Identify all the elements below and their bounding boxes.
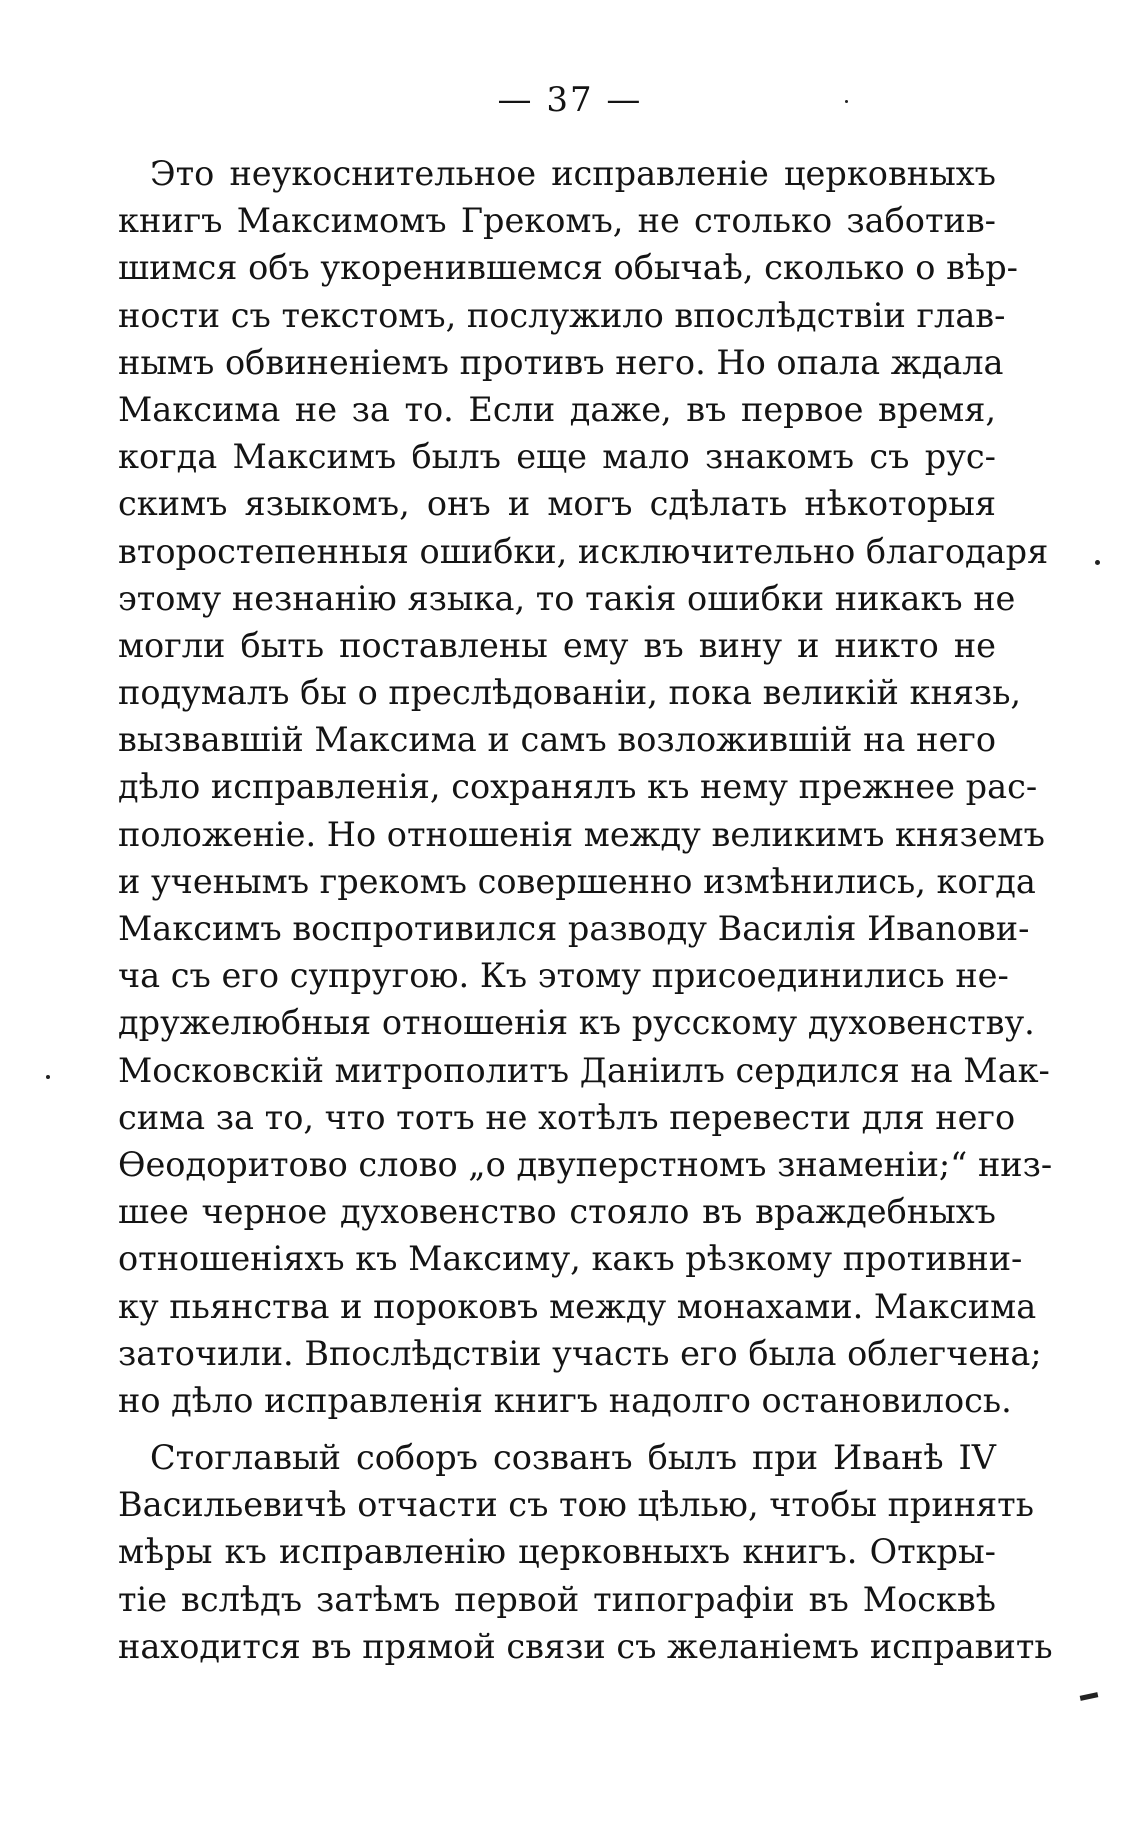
- scan-speck: [46, 1075, 50, 1079]
- scan-speck: [1080, 1692, 1099, 1701]
- text-line: Максима не за то. Если даже, въ первое время,: [118, 389, 996, 429]
- scan-speck: [845, 100, 848, 103]
- text-line: дружелюбныя отношенія къ русскому духовенству.: [118, 1003, 1035, 1043]
- paragraph-gap: [118, 1424, 996, 1434]
- text-line: шее черное духовенство стояло въ враждебныхъ: [118, 1192, 996, 1232]
- text-line: этому незнанію языка, то такія ошибки никакъ не: [118, 578, 1016, 618]
- text-line: и ученымъ грекомъ совершенно измѣнились, когда: [118, 861, 1036, 901]
- text-line: Стоглавый соборъ созванъ былъ при Иванѣ IV: [150, 1438, 996, 1478]
- text-line: скимъ языкомъ, онъ и могъ сдѣлать нѣкоторыя: [118, 484, 996, 524]
- text-line: Ѳеодоритово слово „о двуперстномъ знаменіи;“ низ-: [118, 1144, 1053, 1184]
- text-line: тіе вслѣдъ затѣмъ первой типографіи въ Москвѣ: [118, 1579, 996, 1619]
- page-number: — 37 —: [497, 80, 643, 120]
- text-line: отношеніяхъ къ Максиму, какъ рѣзкому противни-: [118, 1239, 1023, 1279]
- body-text: [118, 150, 1053, 1670]
- text-line: сима за то, что тотъ не хотѣлъ перевести для него: [118, 1097, 1016, 1137]
- scan-speck: [1095, 560, 1100, 565]
- paragraph-1: [118, 150, 1053, 1424]
- text-line: когда Максимъ былъ еще мало знакомъ съ рус-: [118, 437, 996, 477]
- text-line: нымъ обвиненіемъ противъ него. Но опала ждала: [118, 342, 1004, 382]
- text-line: ча съ его супругою. Къ этому присоединились не-: [118, 956, 1009, 996]
- text-line: находится въ прямой связи съ желаніемъ исправить: [118, 1626, 1053, 1666]
- text-line: могли быть поставлены ему въ вину и никто не: [118, 625, 996, 665]
- text-line: заточили. Впослѣдствіи участь его была облегчена;: [118, 1333, 1042, 1373]
- text-line: положеніе. Но отношенія между великимъ княземъ: [118, 814, 1045, 854]
- text-line: Максимъ воспротивился разводу Василія Ивanови-: [118, 909, 1030, 948]
- text-line: вызвавшій Максима и самъ возложившій на него: [118, 720, 996, 760]
- text-line: книгъ Максимомъ Грекомъ, не столько заботив-: [118, 201, 996, 241]
- paragraph-2: [118, 1434, 1053, 1670]
- text-line: Васильевичѣ отчасти съ тою цѣлью, чтобы принять: [118, 1485, 1034, 1525]
- text-line: ку пьянства и пороковъ между монахами. Максима: [118, 1286, 1037, 1326]
- text-line: шимся объ укоренившемся обычаѣ, сколько о вѣр-: [118, 248, 1018, 288]
- text-line: подумалъ бы о преслѣдованіи, пока великій князь,: [118, 673, 1022, 713]
- text-line: Это неукоснительное исправленіе церковныхъ: [150, 154, 996, 193]
- text-line: мѣры къ исправленію церковныхъ книгъ. Откры-: [118, 1532, 996, 1572]
- text-line: ности съ текстомъ, послужило впослѣдствіи глав-: [118, 295, 1006, 335]
- text-line: дѣло исправленія, сохранялъ къ нему прежнее рас-: [118, 767, 1038, 807]
- text-line: второстепенныя ошибки, исключительно благодаря: [118, 531, 1049, 571]
- text-line: но дѣло исправленія книгъ надолго остановилось.: [118, 1380, 1012, 1420]
- text-line: Московскій митрополитъ Даніилъ сердился на Мак-: [118, 1050, 1050, 1090]
